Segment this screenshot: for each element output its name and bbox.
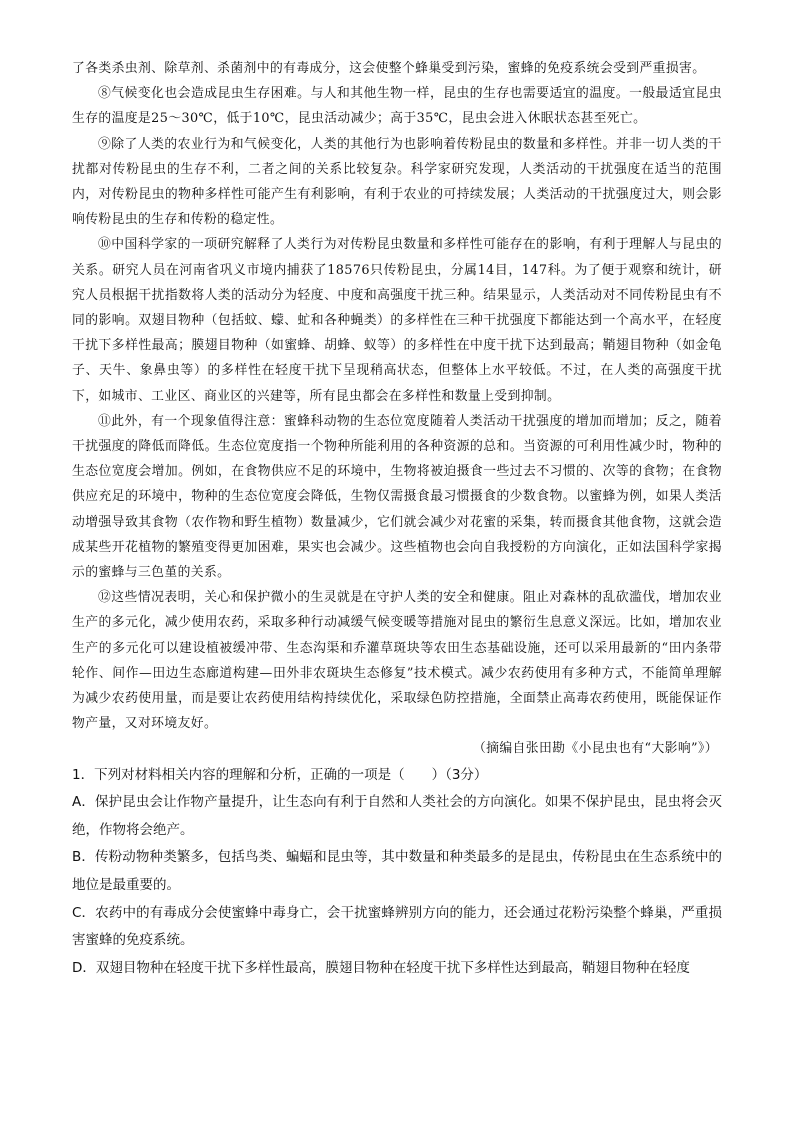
- question-stem: 1．下列对材料相关内容的理解和分析，正确的一项是（ ）（3分）: [72, 766, 488, 783]
- paragraph-8: ⑧气候变化也会造成昆虫生存困难。与人和其他生物一样，昆虫的生存也需要适宜的温度。一般最适宜昆虫生存的温度是25～30℃，低于10℃，昆虫活动减少；高于35℃，昆虫会进入休眠状态甚至死亡。: [72, 86, 722, 127]
- document-page: [72, 56, 722, 982]
- paragraph-9: ⑨除了人类的农业行为和气候变化，人类的其他行为也影响着传粉昆虫的数量和多样性。并非一切人类的干扰都对传粉昆虫的生存不利，二者之间的关系比较复杂。科学家研究发现，人类活动的干扰强度在适当的范围内，对传粉昆虫的物种多样性可能产生有利影响，有利于农业的可持续发展；人类活动的干扰强度过大，则会影响传粉昆虫的生存和传粉的稳定性。: [72, 136, 722, 228]
- question-1: [72, 762, 722, 983]
- article-body: [72, 56, 722, 762]
- paragraph-10: ⑩中国科学家的一项研究解释了人类行为对传粉昆虫数量和多样性可能存在的影响，有利于理解人与昆虫的关系。研究人员在河南省巩义市境内捕获了18576只传粉昆虫，分属14目，147科。为了便于观察和统计，研究人员根据干扰指数将人类的活动分为轻度、中度和高强度干扰三种。结果显示，人类活动对不同传粉昆虫有不同的影响。双翅目物种（包括蚊、蠓、虻和各种蝇类）的多样性在三种干扰强度下都能达到一个高水平，在轻度干扰下多样性最高；膜翅目物种（如蜜蜂、胡蜂、蚁等）的多样性在中度干扰下达到最高；鞘翅目物种（如金龟子、天牛、象鼻虫等）的多样性在轻度干扰下呈现稍高状态，但整体上水平较低。不过，在人类的高强度干扰下，如城市、工业区、商业区的兴建等，所有昆虫都会在多样性和数量上受到抑制。: [72, 237, 722, 404]
- paragraph-11: ⑪此外，有一个现象值得注意：蜜蜂科动物的生态位宽度随着人类活动干扰强度的增加而增加；反之，随着干扰强度的降低而降低。生态位宽度指一个物种所能利用的各种资源的总和。当资源的可利用性减少时，物种的生态位宽度会增加。例如，在食物供应不足的环境中，生物将被迫摄食一些过去不习惯的、次等的食物；在食物供应充足的环境中，物种的生态位宽度会降低，生物仅需摄食最习惯摄食的少数食物。以蜜蜂为例，如果人类活动增强导致其食物（农作物和野生植物）数量减少，它们就会减少对花蜜的采集，转而摄食其他食物，这就会造成某些开花植物的繁殖变得更加困难，果实也会减少。这些植物也会向自我授粉的方向演化，正如法国科学家揭示的蜜蜂与三色堇的关系。: [72, 413, 722, 581]
- paragraph-continuation: 了各类杀虫剂、除草剂、杀菌剂中的有毒成分，这会使整个蜂巢受到污染，蜜蜂的免疫系统会受到严重损害。: [72, 61, 706, 76]
- option-b[interactable]: B．传粉动物种类繁多，包括鸟类、蝙蝠和昆虫等，其中数量和种类最多的是昆虫，传粉昆虫在生态系统中的地位是最重要的。: [72, 849, 722, 894]
- paragraph-12: ⑫这些情况表明，关心和保护微小的生灵就是在守护人类的安全和健康。阻止对森林的乱砍滥伐，增加农业生产的多元化，减少使用农药，采取多种行动减缓气候变暖等措施对昆虫的繁衍生息意义深远。比如，增加农业生产的多元化可以建设植被缓冲带、生态沟渠和乔灌草斑块等农田生态基础设施，还可以采用最新的“田内条带轮作、间作—田边生态廊道构建—田外非农斑块生态修复”技术模式。减少农药使用有多种方式，不能简单理解为减少农药使用量，而是要让农药使用结构持续优化，采取绿色防控措施，全面禁止高毒农药使用，既能保证作物产量，又对环境友好。: [72, 590, 722, 732]
- option-c[interactable]: C．农药中的有毒成分会使蜜蜂中毒身亡，会干扰蜜蜂辨别方向的能力，还会通过花粉污染整个蜂巢，严重损害蜜蜂的免疫系统。: [72, 904, 722, 949]
- option-d[interactable]: D．双翅目物种在轻度干扰下多样性最高，膜翅目物种在轻度干扰下多样性达到最高，鞘翅目物种在轻度: [72, 959, 690, 976]
- article-source: （摘编自张田勘《小昆虫也有“大影响”》）: [472, 741, 718, 757]
- option-a[interactable]: A．保护昆虫会让作物产量提升，让生态向有利于自然和人类社会的方向演化。如果不保护昆虫，昆虫将会灭绝，作物将会绝产。: [72, 794, 722, 838]
